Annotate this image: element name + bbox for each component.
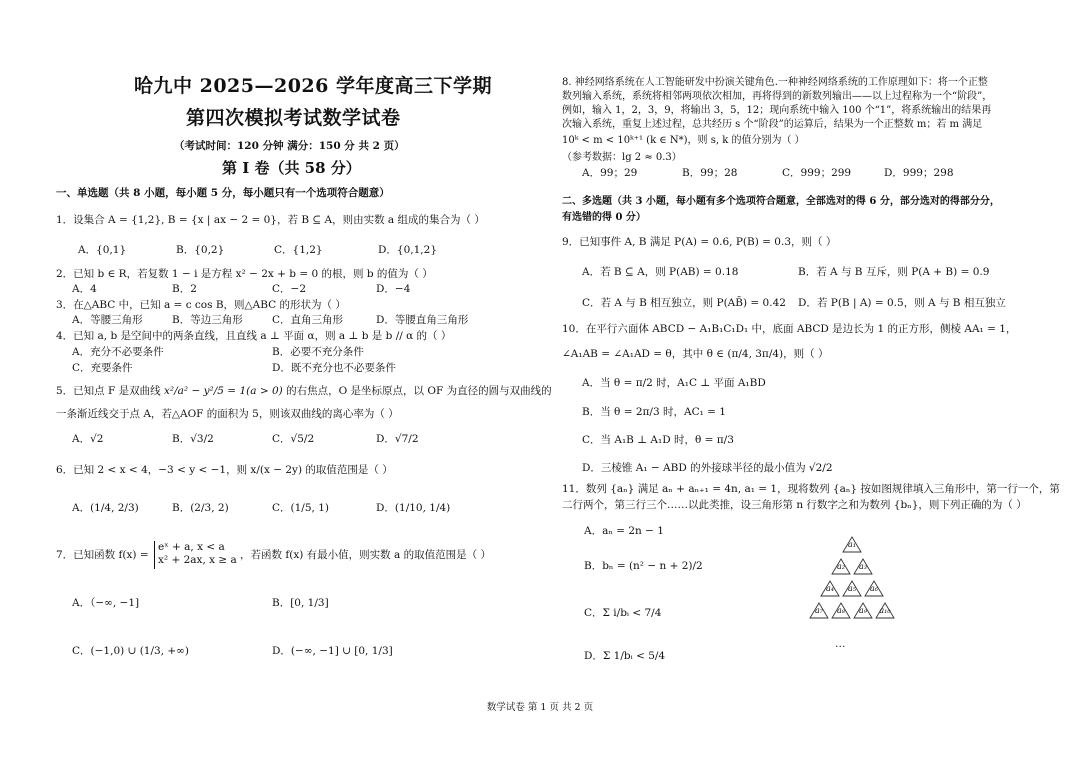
- q4-option-d[interactable]: D．既不充分也不必要条件: [272, 362, 396, 374]
- q3-option-d[interactable]: D．等腰直角三角形: [376, 314, 469, 326]
- q1-option-d[interactable]: D．{0,1,2}: [378, 244, 437, 256]
- q6-option-d[interactable]: D．(1/10, 1/4): [376, 502, 451, 514]
- q11-option-a[interactable]: A．aₙ = 2n − 1: [584, 525, 664, 537]
- triangle-ellipsis: …: [835, 638, 846, 650]
- q5-option-d[interactable]: D．√7/2: [376, 433, 419, 445]
- q7-option-b[interactable]: B．[0, 1/3]: [272, 597, 329, 609]
- section2-heading-1: 二、多选题（共 3 小题，每小题有多个选项符合题意，全部选对的得 6 分，部分选对的得部分分，: [562, 196, 1000, 207]
- triangle-cell: [820, 580, 840, 597]
- q6-option-b[interactable]: B．(2/3, 2): [172, 502, 229, 514]
- q3-stem: 3．在△ABC 中，已知 a = c cos B，则△ABC 的形状为（ ）: [56, 299, 346, 311]
- triangle-cell: [842, 536, 862, 553]
- q2-option-c[interactable]: C．−2: [272, 283, 307, 295]
- q10-option-d[interactable]: D．三棱锥 A₁ − ABD 的外接球半径的最小值为 √2/2: [582, 462, 833, 474]
- q5-stem-tail: 的右焦点，O 是坐标原点，以 OF 为直径的圆与双曲线的: [286, 385, 552, 397]
- q1-option-c[interactable]: C．{1,2}: [274, 244, 323, 256]
- exam-title-line2: 第四次模拟考试数学试卷: [186, 107, 401, 129]
- triangle-cell-label: a₉: [859, 606, 867, 615]
- part-heading: 第 I 卷（共 58 分）: [222, 159, 361, 177]
- q9-option-a[interactable]: A．若 B ⊆ A，则 P(AB) = 0.18: [582, 266, 739, 278]
- q7-stem-lead: 7．已知函数 f(x) =: [56, 549, 149, 561]
- q10-option-c[interactable]: C．当 A₁B ⊥ A₁D 时，θ = π/3: [582, 434, 734, 446]
- q3-option-a[interactable]: A．等腰三角形: [72, 314, 143, 326]
- q5-option-c[interactable]: C．√5/2: [272, 433, 315, 445]
- q5-stem-a: [56, 385, 552, 398]
- triangle-cell: [831, 602, 851, 619]
- q5-stem-2: 一条渐近线交于点 A，若△AOF 的面积为 5，则该双曲线的离心率为（ ）: [56, 408, 399, 420]
- q7-case-2: x² + 2ax, x ≥ a: [158, 554, 237, 566]
- q3-option-c[interactable]: C．直角三角形: [272, 314, 344, 326]
- q10-option-b[interactable]: B．当 θ = 2π/3 时，AC₁ = 1: [582, 406, 726, 418]
- triangle-cell-label: a₆: [870, 584, 878, 593]
- q4-stem: 4．已知 a, b 是空间中的两条直线，且直线 a ⊥ 平面 α，则 a ⊥ b 是 b // α 的（ ）: [56, 330, 452, 342]
- triangle-cell: [809, 602, 829, 619]
- triangle-cell-label: a₄: [826, 584, 834, 593]
- q10-option-a[interactable]: A．当 θ = π/2 时，A₁C ⊥ 平面 A₁BD: [582, 377, 766, 389]
- q5-hyperbola-equation: x²/a² − y²/5 = 1(a > 0): [164, 385, 283, 397]
- q5-option-a[interactable]: A．√2: [72, 433, 104, 445]
- exam-info: （考试时间：120 分钟 满分：150 分 共 2 页）: [174, 140, 405, 152]
- triangle-cell-label: a₂: [837, 562, 845, 571]
- q1-stem: 1．设集合 A = {1,2}, B = {x | ax − 2 = 0}，若 B ⊆ A，则由实数 a 组成的集合为（ ）: [56, 214, 485, 226]
- q2-option-b[interactable]: B．2: [172, 283, 197, 295]
- q8-option-c[interactable]: C．999；299: [782, 167, 852, 179]
- section2-heading-2: 有选错的得 0 分）: [562, 212, 646, 223]
- section1-heading: 一、单选题（共 8 小题，每小题 5 分，每小题只有一个选项符合题意）: [56, 187, 390, 199]
- triangle-cell-label: a₈: [837, 606, 845, 615]
- triangle-figure: [790, 536, 910, 656]
- q4-option-c[interactable]: C．充要条件: [72, 362, 133, 374]
- triangle-cell-label: a₁₀: [879, 606, 891, 615]
- page-footer: 数学试卷 第 1 页 共 2 页: [486, 702, 594, 713]
- q8-line-6: （参考数据：lg 2 ≈ 0.3）: [562, 152, 682, 163]
- q2-option-d[interactable]: D．−4: [376, 283, 411, 295]
- q4-option-a[interactable]: A．充分不必要条件: [72, 346, 164, 358]
- q8-option-b[interactable]: B．99；28: [682, 167, 738, 179]
- q6-option-a[interactable]: A．(1/4, 2/3): [72, 502, 139, 514]
- q5-option-b[interactable]: B．√3/2: [172, 433, 214, 445]
- q11-option-b[interactable]: B．bₙ = (n² − n + 2)/2: [584, 560, 703, 572]
- triangle-cell: [864, 580, 884, 597]
- q7-case-1: eˣ + a, x < a: [158, 541, 225, 553]
- q8-line-1: 8. 神经网络系统在人工智能研发中扮演关键角色.一种神经网络系统的工作原理如下：将一个正整: [562, 77, 988, 88]
- q7-option-c[interactable]: C．(−1,0) ∪ (1/3, +∞): [72, 645, 190, 657]
- exam-title-line1: 哈九中 2025—2026 学年度高三下学期: [134, 75, 492, 97]
- q9-option-c[interactable]: C．若 A 与 B 相互独立，则 P(AB̄) = 0.42: [582, 297, 786, 309]
- q4-option-b[interactable]: B．必要不充分条件: [272, 346, 364, 358]
- triangle-cell-label: a₅: [848, 584, 856, 593]
- q8-line-2: 数列输入系统，系统将相邻两项依次相加，再将得到的新数列输出——以上过程称为一个“阶段”，: [562, 91, 993, 102]
- q2-stem: 2．已知 b ∈ R，若复数 1 − i 是方程 x² − 2x + b = 0 的根，则 b 的值为（ ）: [56, 268, 433, 280]
- q6-option-c[interactable]: C．(1/5, 1): [272, 502, 329, 514]
- triangle-cell-label: a₁: [848, 540, 856, 549]
- q7-stem-tail: ，若函数 f(x) 有最小值，则实数 a 的取值范围是（ ）: [240, 549, 491, 561]
- q2-option-a[interactable]: A．4: [72, 283, 97, 295]
- q1-option-b[interactable]: B．{0,2}: [176, 244, 225, 256]
- q11-option-c[interactable]: C．Σ i/bᵢ < 7/4: [584, 607, 662, 619]
- q7-option-d[interactable]: D．(−∞, −1] ∪ [0, 1/3]: [272, 645, 393, 657]
- q11-option-d[interactable]: D．Σ 1/bᵢ < 5/4: [584, 650, 666, 662]
- q10-stem-2: ∠A₁AB = ∠A₁AD = θ，其中 θ ∈ (π/4, 3π/4)，则（ ）: [562, 348, 829, 360]
- q7-piecewise: [154, 541, 237, 569]
- q8-option-a[interactable]: A．99；29: [582, 167, 638, 179]
- q11-stem-1: 11．数列 {aₙ} 满足 aₙ + aₙ₊₁ = 4n, a₁ = 1，现将数列 {aₙ} 按如图规律填入三角形中，第一行一个，第: [562, 483, 1060, 495]
- q8-option-d[interactable]: D．999；298: [884, 167, 954, 179]
- triangle-cell-label: a₃: [859, 562, 867, 571]
- q9-stem: 9．已知事件 A, B 满足 P(A) = 0.6, P(B) = 0.3，则（ ）: [562, 236, 837, 248]
- triangle-cell: [831, 558, 851, 575]
- triangle-cell: [875, 602, 895, 619]
- triangle-cell-label: a₇: [815, 606, 823, 615]
- q7-option-a[interactable]: A．（−∞, −1]: [72, 597, 140, 609]
- triangle-cell: [853, 602, 873, 619]
- triangle-cell: [853, 558, 873, 575]
- q10-stem-1: 10．在平行六面体 ABCD − A₁B₁C₁D₁ 中，底面 ABCD 是边长为 1 的正方形，侧棱 AA₁ = 1，: [562, 323, 1017, 335]
- q9-option-d[interactable]: D．若 P(B | A) = 0.5，则 A 与 B 相互独立: [798, 297, 1006, 309]
- q9-option-b[interactable]: B．若 A 与 B 互斥，则 P(A + B) = 0.9: [798, 266, 990, 278]
- q3-option-b[interactable]: B．等边三角形: [172, 314, 243, 326]
- triangle-cell: [842, 580, 862, 597]
- q8-line-5: 10ᵏ < m < 10ᵏ⁺¹ (k ∈ N*)，则 s, k 的值分别为（ ）: [562, 135, 805, 146]
- q8-line-3: 例如，输入 1，2，3，9，将输出 3，5，12；现向系统中输入 100 个“1”，将系统输出的结果再: [562, 105, 992, 116]
- q5-stem-lead: 5．已知点 F 是双曲线: [56, 385, 161, 397]
- q6-stem: 6．已知 2 < x < 4，−3 < y < −1，则 x/(x − 2y) 的取值范围是（ ）: [56, 464, 393, 476]
- q1-option-a[interactable]: A．{0,1}: [78, 244, 127, 256]
- q8-line-4: 次输入系统，重复上述过程，总共经历 s 个“阶段”的运算后，结果为一个正整数 m；若 m 满足: [562, 119, 983, 130]
- q11-stem-2: 二行两个，第三行三个……以此类推，设三角形第 n 行数字之和为数列 {bₙ}，则下列正确的为（ ）: [562, 499, 1027, 511]
- q7-stem: [56, 549, 149, 562]
